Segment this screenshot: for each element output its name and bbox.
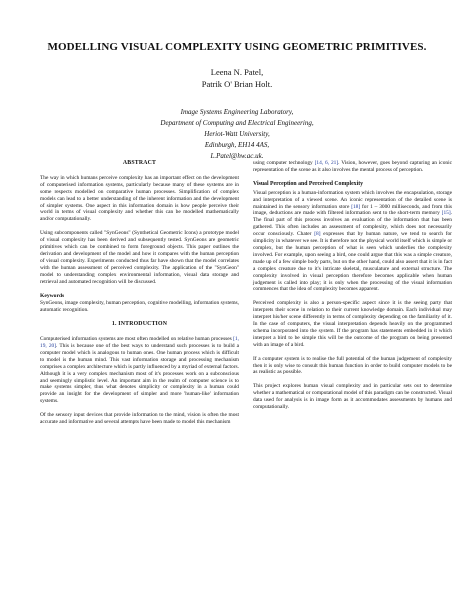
citation-link[interactable]: [15]	[441, 210, 451, 217]
citation-link[interactable]: [1, 19, 20]	[40, 336, 239, 350]
author-name: Patrik O' Brian Holt.	[201, 79, 273, 89]
citation-link[interactable]: [8]	[314, 231, 321, 238]
right-column	[253, 160, 452, 418]
affiliation-email: L.Patel@hw.ac.uk.	[210, 152, 264, 160]
body-paragraph: Visual perception is a human-information system which involves the encapsulation, storage and interpretation of a viewed scene. An iconic representation of the detailed scene is maintained in the sensory information store [18] for 1 – 3000 milliseconds, and from this image, deductions are made with filtered information sent to the short-term memory [15]. The final part of this process involves an evaluation of the information that has been gathered. This often includes an assessment of complexity, which does not necessarily occur consciously. Chater [8] expresses that by human nature, we tend to search for simplicity in whatever we see. It is therefore not the physical world itself which is simple or complex, but the human perception of what is seen which underlies the complexity involved. For example, upon seeing a bird, one could argue that this was a simple creature, made up of a few simple body parts, but on the other hand, could also assert that it is in fact a complex creature due to it's intricate skeletal, musculature and external structure. The complexity involved in visual perception therefore becomes applicable when human judgement is called into play; it is only when the processing of the visual information commences that the idea of complexity becomes apparent.	[253, 189, 453, 293]
introduction-paragraph: Computerised information systems are most often modelled on relative human processes [1, 19, 20]. This is because one of the best ways to understand such processes is to build a computer model which is analogous to human ones. One human process which is difficult to model is the human mind. This vast information storage and processing mechanism comprises a complex architecture which is partly influenced by a myriad of external factors. Although it is a very complex mechanism most of it's processes work on a subconscious and seemingly simplistic level. An important aim in the realm of computer science is to make systems simpler, thus what denotes simplicity or complexity in a human could provide an insight for the development of simpler and more 'human-like' information systems.	[40, 336, 239, 405]
abstract-heading: ABSTRACT	[122, 160, 157, 166]
author-name: Leena N. Patel,	[210, 67, 264, 77]
affiliation-lab: Image Systems Engineering Laboratory,	[180, 108, 294, 116]
subsection-heading: Visual Perception and Perceived Complexity	[253, 180, 364, 187]
affiliation-block	[0, 107, 474, 162]
introduction-heading: 1. INTRODUCTION	[111, 321, 168, 328]
citation-link[interactable]: [14, 6, 21]	[314, 160, 339, 166]
citation-link[interactable]: [18]	[351, 203, 361, 210]
keywords-text: SynGeons, image complexity, human perception, cognitive modelling, information systems, automatic recognition.	[40, 300, 239, 314]
keywords-heading: Keywords	[40, 292, 65, 299]
body-paragraph: using computer technology [14, 6, 21]. Vision, however, goes beyond capturing an iconic representation of the scene as it also involves the mental process of perception.	[253, 160, 452, 173]
body-paragraph: If a computer system is to realise the full potential of the human judgement of complexity then it is only wise to consult this human function in order to build computer models to be as realistic as possible.	[253, 355, 452, 376]
paper-title: MODELLING VISUAL COMPLEXITY USING GEOMETRIC PRIMITIVES.	[47, 41, 427, 53]
introduction-paragraph: Of the sensory input devices that provide information to the mind, vision is often the most accurate and informative and several attempts have been made to model this mechanism	[40, 412, 239, 426]
affiliation-department: Department of Computing and Electrical Engineering,	[160, 119, 314, 127]
author-list	[0, 66, 474, 90]
left-column	[40, 160, 239, 433]
abstract-paragraph: Using subcomponents called "SynGeons" (Synthetical Geometric Icons) a prototype model of visual complexity has been derived and subsequently tested. SynGeons are geometric primitives which can be combined to form foreground objects. This paper outlines the derivation and development of the model and how it compares with the human perception of visual complexity. Experiments conducted thus far have shown that the model correlates with the human assessment of perceived complexity. The application of the "SynGeon" model to understanding complex environmental information, visual data storage and retrieval and automated recognition will be discussed.	[40, 230, 239, 285]
abstract-paragraph: The way in which humans perceive complexity has an important effect on the development of computerised information systems, particularly because many of these systems are in some respects modelled on comparative human processes. Simplification of complex models can lead to a better understanding of the inherent information and the development of simpler systems. One aspect in this information domain is how people perceive their world in terms of visual complexity and whether this can be modelled mathematically and/or computationally.	[40, 174, 239, 223]
affiliation-university: Heriot-Watt University,	[204, 130, 270, 138]
body-paragraph: Perceived complexity is also a person-specific aspect since it is the seeing party that interprets their scene in relation to their current knowledge domain. Each individual may interpret his/her scene differently in terms of complexity depending on the familiarity of it. In the case of computers, the visual interpretation depends heavily on the programmed schema incorporated into the system. If the program has statements embedded in it which interpret a bird to be simple this will be the outcome of the program on being presented with an image of a bird.	[253, 300, 452, 348]
affiliation-address: Edinburgh, EH14 4AS,	[204, 141, 270, 149]
body-paragraph: This project explores human visual complexity and in particular sets out to determine whether a mathematical or computational model of this paradigm can be constructed. Visual data used for analysis is in image form as it accommodates assessments by humans and computationally.	[253, 383, 452, 411]
